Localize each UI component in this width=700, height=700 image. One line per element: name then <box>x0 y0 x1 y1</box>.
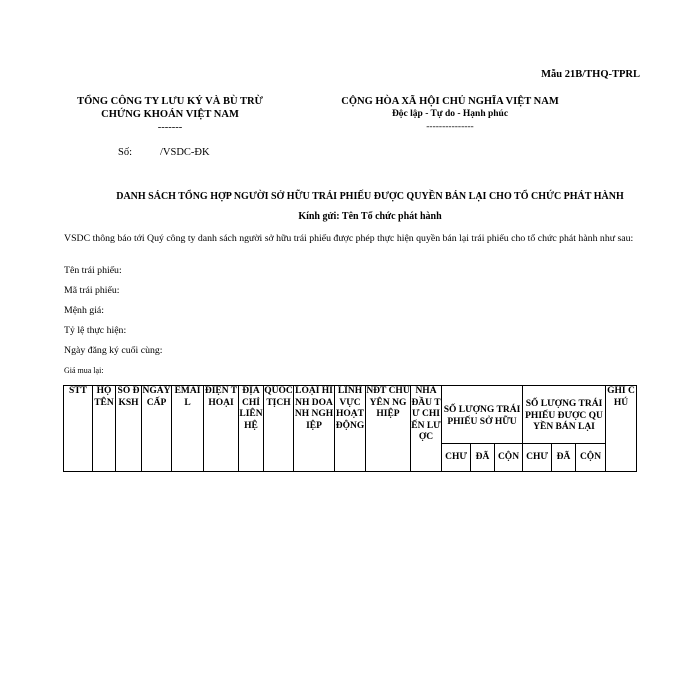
form-code: Mẫu 21B/THQ-TPRL <box>541 69 640 80</box>
col-header-notes: GHI CHÚ <box>606 386 637 472</box>
col-header-issue-date: NGÀY CẤP <box>142 386 172 472</box>
document-title: DANH SÁCH TỔNG HỢP NGƯỜI SỞ HỮU TRÁI PHIẾU ĐƯỢC QUYỀN BÁN LẠI CHO TỔ CHỨC PHÁT HÀNH <box>116 191 624 202</box>
col-header-stt: STT <box>64 386 93 472</box>
nation-name: CỘNG HÒA XÃ HỘI CHỦ NGHĨA VIỆT NAM <box>341 96 559 107</box>
nation-separator: --------------- <box>426 122 474 132</box>
col-header-business-type: LOẠI HÌNH DOANH NGHIỆP <box>294 386 335 472</box>
subcol-resale-total: CỘN <box>576 444 606 472</box>
subcol-resale-deposited: ĐÃ <box>552 444 576 472</box>
record-date-field: Ngày đăng ký cuối cùng: <box>64 345 163 356</box>
subcol-held-not-deposited: CHƯ <box>442 444 471 472</box>
subcol-held-deposited: ĐÃ <box>471 444 495 472</box>
buyback-price-field: Giá mua lại: <box>64 366 104 375</box>
col-header-field-of-activity: LĨNH VỰC HOẠT ĐỘNG <box>335 386 366 472</box>
national-header <box>330 95 570 134</box>
col-header-nationality: QUỐC TỊCH <box>264 386 294 472</box>
organization-name-line1: TỔNG CÔNG TY LƯU KÝ VÀ BÙ TRỪ <box>77 96 263 107</box>
col-group-bonds-held: SỐ LƯỢNG TRÁI PHIẾU SỞ HỮU <box>442 386 523 444</box>
col-header-id-number: SỐ ĐKSH <box>116 386 142 472</box>
col-header-pro-investor: NĐT CHUYÊN NGHIỆP <box>366 386 411 472</box>
bond-code-field: Mã trái phiếu: <box>64 285 120 296</box>
col-header-phone: ĐIỆN THOẠI <box>204 386 239 472</box>
subcol-held-total: CỘN <box>495 444 523 472</box>
col-header-strategic-investor: NHÀ ĐẦU TƯ CHIẾN LƯỢC <box>411 386 442 472</box>
ratio-field: Tỷ lệ thực hiện: <box>64 325 127 336</box>
col-header-full-name: HỌ TÊN <box>93 386 116 472</box>
col-header-email: EMAIL <box>172 386 204 472</box>
bond-name-field: Tên trái phiếu: <box>64 265 122 276</box>
organization-header <box>60 95 280 134</box>
bondholder-table <box>63 385 637 472</box>
organization-separator: ------- <box>157 122 183 133</box>
organization-name-line2: CHỨNG KHOÁN VIỆT NAM <box>101 109 239 120</box>
doc-number-label: Số: <box>118 147 133 158</box>
col-group-bonds-resale: SỐ LƯỢNG TRÁI PHIẾU ĐƯỢC QUYỀN BÁN LẠI <box>523 386 606 444</box>
intro-paragraph: VSDC thông báo tới Quý công ty danh sách người sở hữu trái phiếu được phép thực hiện quyền bán lại trái phiếu cho tổ chức phát hành như sau: <box>64 233 634 244</box>
subcol-resale-not-deposited: CHƯ <box>523 444 552 472</box>
col-header-address: ĐỊA CHỈ LIÊN HỆ <box>239 386 264 472</box>
face-value-field: Mệnh giá: <box>64 305 104 316</box>
nation-motto: Độc lập - Tự do - Hạnh phúc <box>391 109 509 119</box>
recipient-line: Kính gửi: Tên Tổ chức phát hành <box>298 211 442 222</box>
doc-number-value: /VSDC-ĐK <box>160 147 210 158</box>
